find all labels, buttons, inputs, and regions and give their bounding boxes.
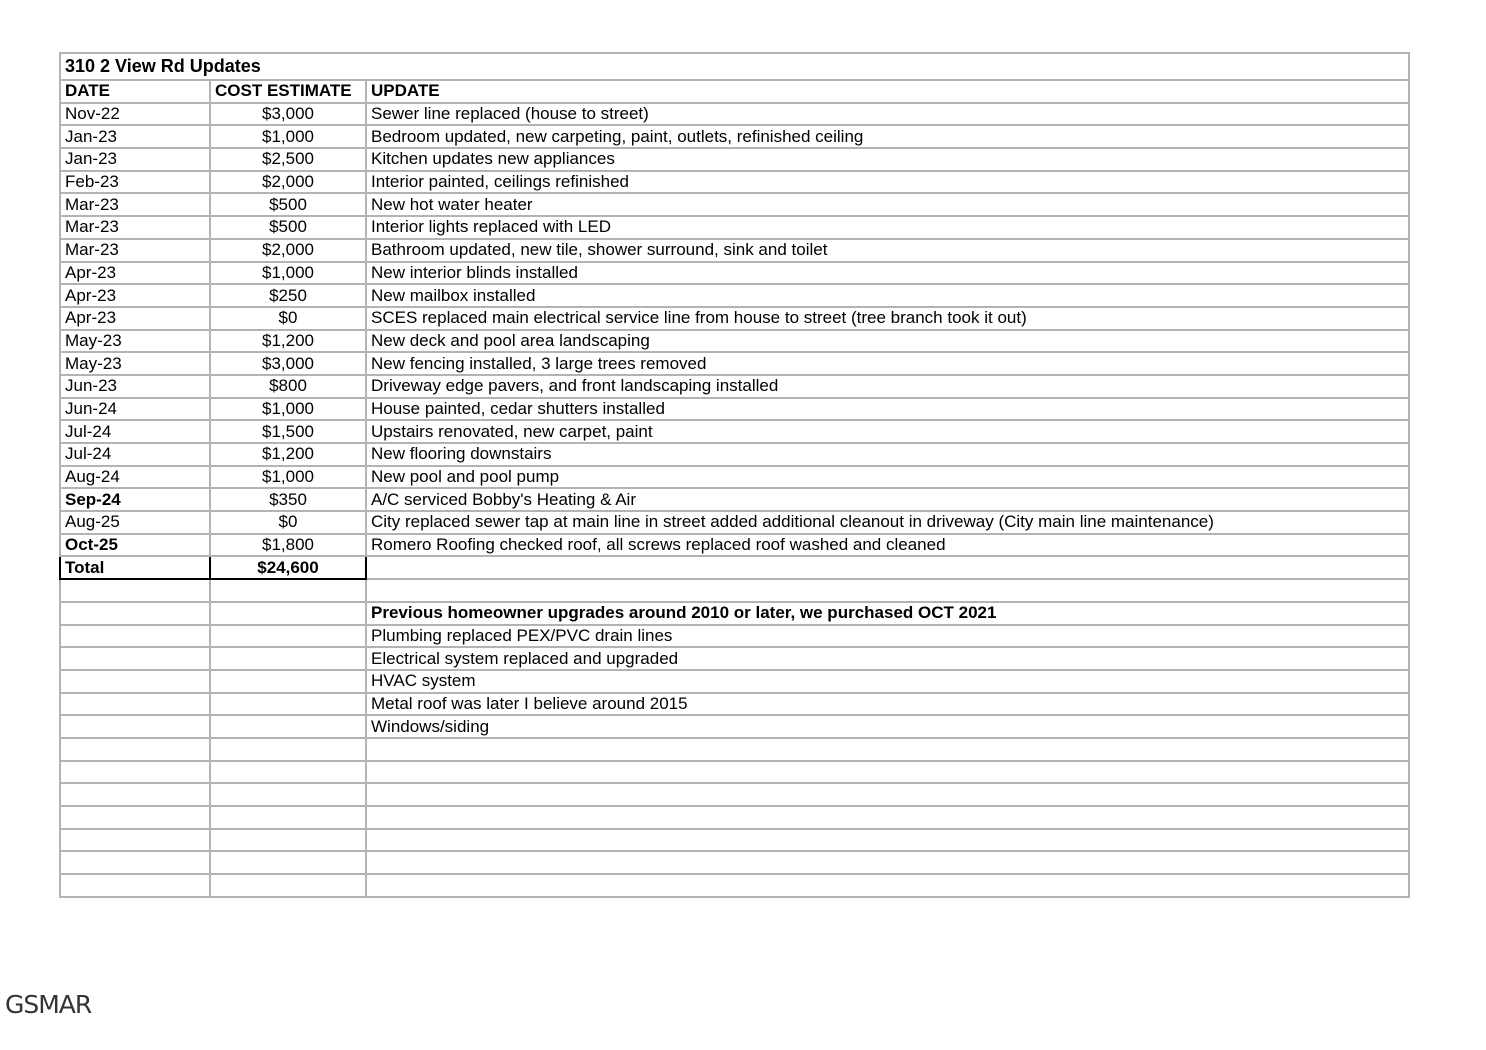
date-cell: Feb-23 xyxy=(60,171,210,194)
empty-cell xyxy=(210,715,366,738)
cost-cell: $250 xyxy=(210,284,366,307)
empty-cell xyxy=(60,602,210,625)
table-row xyxy=(60,534,1409,557)
table-row xyxy=(60,330,1409,353)
cost-cell: $3,000 xyxy=(210,103,366,126)
header-row xyxy=(60,80,1409,103)
empty-cell xyxy=(366,874,1409,897)
empty-cell xyxy=(210,761,366,784)
updates-table xyxy=(59,79,1410,898)
update-cell: Interior lights replaced with LED xyxy=(366,216,1409,239)
empty-cell xyxy=(366,579,1409,602)
update-cell: Romero Roofing checked roof, all screws replaced roof washed and cleaned xyxy=(366,534,1409,557)
empty-cell xyxy=(366,761,1409,784)
previous-item-row xyxy=(60,670,1409,693)
cost-cell: $0 xyxy=(210,307,366,330)
empty-cell xyxy=(366,851,1409,874)
table-row xyxy=(60,488,1409,511)
table-row xyxy=(60,511,1409,534)
cost-cell: $1,200 xyxy=(210,330,366,353)
empty-row xyxy=(60,579,1409,602)
cost-cell: $1,000 xyxy=(210,262,366,285)
total-row xyxy=(60,556,1409,579)
previous-item: Metal roof was later I believe around 2015 xyxy=(366,693,1409,716)
table-row xyxy=(60,216,1409,239)
total-value: $24,600 xyxy=(210,556,366,579)
previous-heading-row xyxy=(60,602,1409,625)
empty-row xyxy=(60,874,1409,897)
empty-cell xyxy=(366,806,1409,829)
table-row xyxy=(60,193,1409,216)
empty-cell xyxy=(60,761,210,784)
empty-cell xyxy=(366,556,1409,579)
total-label: Total xyxy=(60,556,210,579)
update-cell: Bedroom updated, new carpeting, paint, outlets, refinished ceiling xyxy=(366,125,1409,148)
date-cell: Apr-23 xyxy=(60,307,210,330)
empty-cell xyxy=(210,738,366,761)
date-cell: Sep-24 xyxy=(60,488,210,511)
cost-cell: $500 xyxy=(210,193,366,216)
update-cell: New mailbox installed xyxy=(366,284,1409,307)
sheet-title: 310 2 View Rd Updates xyxy=(59,52,1410,79)
cost-cell: $500 xyxy=(210,216,366,239)
cost-cell: $2,500 xyxy=(210,148,366,171)
spreadsheet xyxy=(59,52,1410,898)
table-row xyxy=(60,398,1409,421)
previous-item: Windows/siding xyxy=(366,715,1409,738)
table-row xyxy=(60,420,1409,443)
empty-cell xyxy=(366,829,1409,852)
date-cell: Mar-23 xyxy=(60,239,210,262)
empty-cell xyxy=(210,579,366,602)
table-row xyxy=(60,171,1409,194)
empty-row xyxy=(60,738,1409,761)
date-cell: Apr-23 xyxy=(60,262,210,285)
date-cell: Apr-23 xyxy=(60,284,210,307)
empty-cell xyxy=(60,647,210,670)
table-row xyxy=(60,375,1409,398)
date-cell: Jul-24 xyxy=(60,420,210,443)
table-row xyxy=(60,239,1409,262)
date-cell: Jan-23 xyxy=(60,148,210,171)
cost-cell: $1,200 xyxy=(210,443,366,466)
date-cell: May-23 xyxy=(60,352,210,375)
update-cell: New pool and pool pump xyxy=(366,466,1409,489)
date-cell: Mar-23 xyxy=(60,193,210,216)
update-cell: New deck and pool area landscaping xyxy=(366,330,1409,353)
update-cell: SCES replaced main electrical service line from house to street (tree branch took it out) xyxy=(366,307,1409,330)
empty-row xyxy=(60,851,1409,874)
cost-cell: $1,800 xyxy=(210,534,366,557)
empty-cell xyxy=(60,851,210,874)
previous-item-row xyxy=(60,693,1409,716)
table-row xyxy=(60,284,1409,307)
previous-item: HVAC system xyxy=(366,670,1409,693)
date-cell: Mar-23 xyxy=(60,216,210,239)
empty-cell xyxy=(210,829,366,852)
empty-cell xyxy=(210,670,366,693)
empty-row xyxy=(60,829,1409,852)
empty-cell xyxy=(60,806,210,829)
update-cell: City replaced sewer tap at main line in street added additional cleanout in driveway (City main line maintenance) xyxy=(366,511,1409,534)
date-cell: Jun-23 xyxy=(60,375,210,398)
header-cost-estimate: COST ESTIMATE xyxy=(210,80,366,103)
date-cell: Jul-24 xyxy=(60,443,210,466)
cost-cell: $1,500 xyxy=(210,420,366,443)
previous-heading: Previous homeowner upgrades around 2010 or later, we purchased OCT 2021 xyxy=(366,602,1409,625)
empty-cell xyxy=(60,715,210,738)
empty-row xyxy=(60,806,1409,829)
empty-cell xyxy=(210,851,366,874)
cost-cell: $0 xyxy=(210,511,366,534)
table-row xyxy=(60,443,1409,466)
date-cell: Jan-23 xyxy=(60,125,210,148)
empty-row xyxy=(60,761,1409,784)
update-cell: New interior blinds installed xyxy=(366,262,1409,285)
update-cell: New hot water heater xyxy=(366,193,1409,216)
empty-row xyxy=(60,783,1409,806)
update-cell: Driveway edge pavers, and front landscaping installed xyxy=(366,375,1409,398)
table-row xyxy=(60,352,1409,375)
cost-cell: $800 xyxy=(210,375,366,398)
table-row xyxy=(60,307,1409,330)
empty-cell xyxy=(210,783,366,806)
update-cell: New flooring downstairs xyxy=(366,443,1409,466)
date-cell: Nov-22 xyxy=(60,103,210,126)
empty-cell xyxy=(366,738,1409,761)
update-cell: A/C serviced Bobby's Heating & Air xyxy=(366,488,1409,511)
previous-item-row xyxy=(60,715,1409,738)
cost-cell: $350 xyxy=(210,488,366,511)
cost-cell: $3,000 xyxy=(210,352,366,375)
empty-cell xyxy=(210,693,366,716)
empty-cell xyxy=(210,602,366,625)
date-cell: Oct-25 xyxy=(60,534,210,557)
update-cell: New fencing installed, 3 large trees removed xyxy=(366,352,1409,375)
previous-item: Plumbing replaced PEX/PVC drain lines xyxy=(366,625,1409,648)
previous-item-row xyxy=(60,647,1409,670)
date-cell: Aug-24 xyxy=(60,466,210,489)
cost-cell: $2,000 xyxy=(210,239,366,262)
date-cell: May-23 xyxy=(60,330,210,353)
cost-cell: $1,000 xyxy=(210,398,366,421)
date-cell: Aug-25 xyxy=(60,511,210,534)
update-cell: Sewer line replaced (house to street) xyxy=(366,103,1409,126)
gsmar-watermark: GSMAR xyxy=(5,990,92,1019)
empty-cell xyxy=(60,829,210,852)
table-body xyxy=(60,80,1409,897)
table-row xyxy=(60,262,1409,285)
empty-cell xyxy=(60,738,210,761)
empty-cell xyxy=(60,693,210,716)
cost-cell: $1,000 xyxy=(210,466,366,489)
empty-cell xyxy=(210,625,366,648)
table-row xyxy=(60,466,1409,489)
empty-cell xyxy=(366,783,1409,806)
header-update: UPDATE xyxy=(366,80,1409,103)
update-cell: Upstairs renovated, new carpet, paint xyxy=(366,420,1409,443)
previous-item: Electrical system replaced and upgraded xyxy=(366,647,1409,670)
cost-cell: $2,000 xyxy=(210,171,366,194)
empty-cell xyxy=(210,806,366,829)
empty-cell xyxy=(60,579,210,602)
update-cell: Interior painted, ceilings refinished xyxy=(366,171,1409,194)
header-date: DATE xyxy=(60,80,210,103)
cost-cell: $1,000 xyxy=(210,125,366,148)
previous-item-row xyxy=(60,625,1409,648)
update-cell: Kitchen updates new appliances xyxy=(366,148,1409,171)
date-cell: Jun-24 xyxy=(60,398,210,421)
update-cell: House painted, cedar shutters installed xyxy=(366,398,1409,421)
empty-cell xyxy=(60,874,210,897)
empty-cell xyxy=(60,625,210,648)
table-row xyxy=(60,125,1409,148)
empty-cell xyxy=(60,783,210,806)
empty-cell xyxy=(60,670,210,693)
table-row xyxy=(60,148,1409,171)
empty-cell xyxy=(210,647,366,670)
update-cell: Bathroom updated, new tile, shower surround, sink and toilet xyxy=(366,239,1409,262)
empty-cell xyxy=(210,874,366,897)
table-row xyxy=(60,103,1409,126)
